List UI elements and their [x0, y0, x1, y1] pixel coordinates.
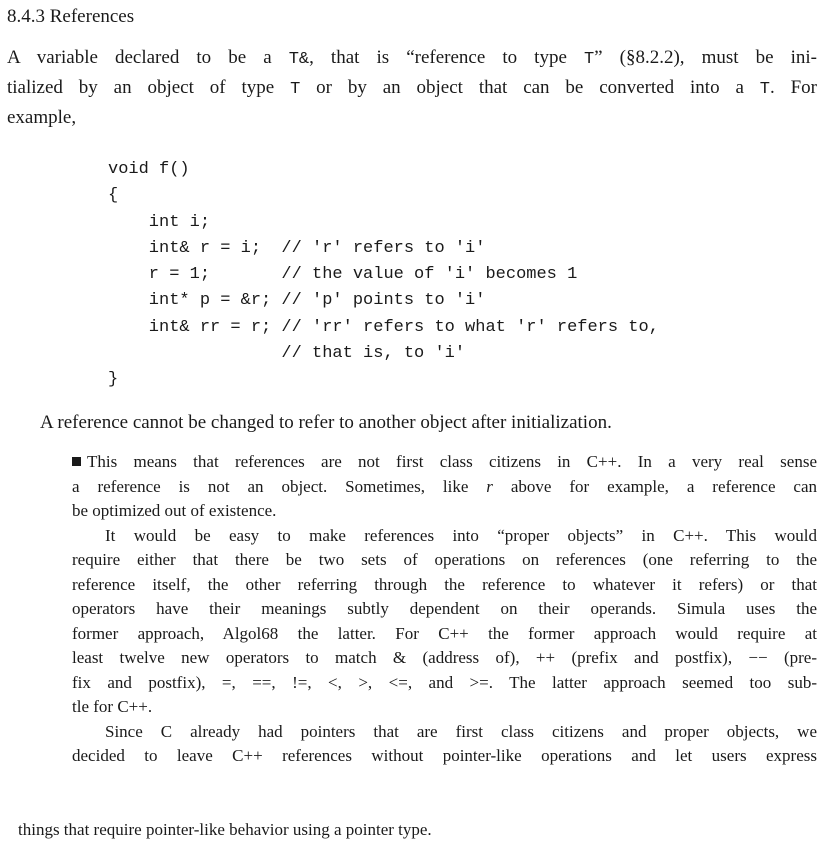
annotation-line: fix and postfix), =, ==, !=, <, >, <=, and >=. The latter approach seemed too sub-	[72, 672, 817, 692]
annotation-line: former approach, Algol68 the latter. For C++ the former approach would require at	[72, 623, 817, 643]
code-line: int* p = &r; // 'p' points to 'i'	[108, 291, 486, 311]
annotation-line: This means that references are not first class citizens in C++. In a very real sense	[72, 450, 817, 475]
code-line: void f()	[108, 160, 190, 179]
code-example	[108, 157, 659, 394]
rule-statement: A reference cannot be changed to refer to another object after initialization.	[40, 412, 612, 433]
intro-paragraph	[7, 44, 817, 132]
annotation-marker-icon	[72, 457, 81, 466]
annotation-line: decided to leave C++ references without pointer-like operations and let users express	[72, 746, 817, 765]
italic-term: r	[486, 476, 493, 496]
annotation-line: reference itself, the other referring through the reference to whatever it refers) or that	[72, 574, 817, 594]
code-term: T	[583, 50, 595, 69]
code-term: T&	[288, 50, 310, 69]
code-line: {	[108, 186, 119, 206]
intro-line-1: A variable declared to be a T&, that is “reference to type T” (§8.2.2), must be ini-	[7, 47, 818, 69]
code-term: T	[759, 80, 770, 99]
code-line: r = 1; // the value of 'i' becomes 1	[108, 265, 578, 285]
annotation-last-line: things that require pointer-like behavior using a pointer type.	[18, 820, 432, 839]
code-term: T	[290, 80, 301, 99]
code-line: // that is, to 'i'	[108, 344, 466, 364]
intro-line-3: example,	[7, 107, 77, 128]
annotation-line: a reference is not an object. Sometimes, like r above for example, a reference can	[72, 476, 817, 496]
code-line: int& r = i; // 'r' refers to 'i'	[108, 238, 486, 258]
annotation-line: tle for C++.	[72, 697, 153, 716]
intro-line-2: tialized by an object of type T or by an object that can be converted into a T. For	[7, 77, 817, 99]
annotation-line: least twelve new operators to match & (address of), ++ (prefix and postfix), −− (pre-	[72, 648, 817, 667]
annotation-line: be optimized out of existence.	[72, 501, 277, 520]
annotation-line: It would be easy to make references into “proper objects” in C++. This would	[105, 525, 817, 545]
section-heading: 8.4.3 References	[7, 6, 135, 27]
annotation-block	[72, 450, 817, 769]
annotation-line: Since C already had pointers that are first class citizens and proper objects, we	[105, 721, 817, 741]
code-line: int& rr = r; // 'rr' refers to what 'r' refers to,	[108, 317, 659, 337]
annotation-line: require either that there be two sets of operations on references (one referring to the	[72, 550, 817, 569]
code-line: }	[108, 370, 119, 390]
annotation-line: operators have their meanings subtly dependent on their operands. Simula uses the	[72, 599, 817, 618]
code-line: int i;	[108, 212, 211, 232]
